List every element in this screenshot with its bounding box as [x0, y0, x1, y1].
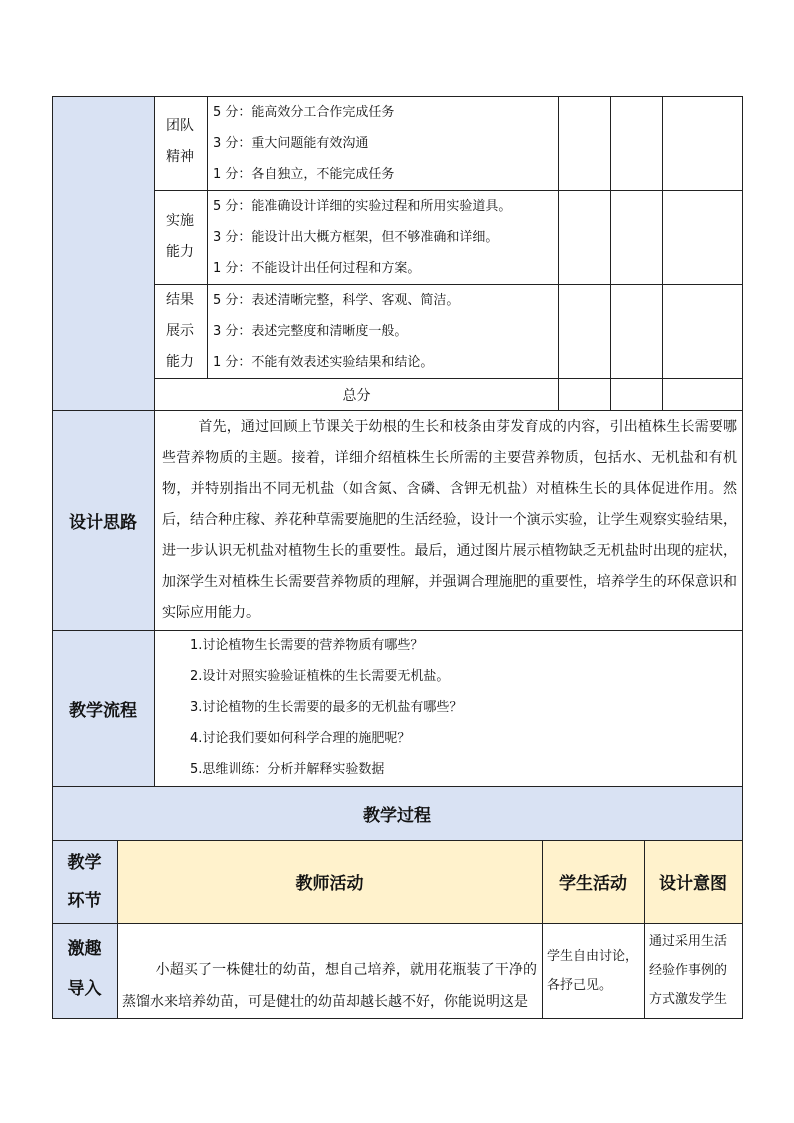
rule [52, 96, 53, 1019]
rule [542, 840, 543, 1018]
row-section-cell [52, 923, 117, 1018]
rule [52, 410, 743, 411]
flow-item: 4.讨论我们要如何科学合理的施肥呢？ [190, 731, 411, 746]
rule [117, 840, 118, 1018]
row-intent-text: 通过采用生活经验作事例的方式激发学生 [649, 934, 728, 1007]
rule [52, 923, 743, 924]
rule [154, 378, 743, 379]
rubric-criteria-team: 5 分：能高效分工合作完成任务 3 分：重大问题能有效沟通 1 分：各自独立，不能完成任务 [213, 105, 395, 182]
rule [610, 96, 611, 410]
rule [558, 96, 559, 410]
design-label: 设计思路 [69, 512, 137, 533]
rule [154, 96, 155, 630]
process-title-cell [52, 786, 742, 840]
rule [52, 630, 743, 631]
design-label-cell [52, 410, 154, 630]
flow-item: 5.思维训练：分析并解释实验数据 [190, 762, 385, 777]
rubric-category-implementation: 实施 能力 [166, 213, 194, 260]
flow-list [190, 630, 730, 785]
row-section-line: 导入 [67, 979, 102, 999]
header-intent: 设计意图 [659, 874, 727, 894]
flow-item: 2.设计对照实验验证植株的生长需要无机盐。 [190, 669, 450, 684]
row-section-line: 激趣 [67, 939, 102, 959]
header-intent-cell [644, 840, 742, 923]
header-teacher-cell [117, 840, 542, 923]
header-teacher: 教师活动 [295, 874, 364, 894]
design-text: 首先，通过回顾上节课关于幼根的生长和枝条由芽发育成的内容，引出植株生长需要哪些营养物质的主题。接着，详细介绍植株生长所需的主要营养物质，包括水、无机盐和有机物，并特别指出不同无机盐（如含氮、含磷、含钾无机盐）对植株生长的具体促进作用。然后，结合种庄稼、养花种草需要施肥的生活经验，设计一个演示实验，让学生观察实验结果，进一步认识无机盐对植物生长的重要性。最后，通过图片展示植物缺乏无机盐时出现的症状，加深学生对植株生长需要营养物质的理解，并强调合理施肥的重要性，培养学生的环保意识和实际应用能力。 [162, 419, 737, 621]
rule [742, 96, 743, 1019]
process-title: 教学过程 [363, 805, 431, 826]
header-section-cell [52, 840, 117, 923]
rubric-left-blue-column [52, 96, 154, 410]
rule [52, 96, 743, 97]
header-section-line: 环节 [67, 890, 102, 911]
row-teacher-text: 小超买了一株健壮的幼苗，想自己培养，就用花瓶装了干净的蒸馏水来培养幼苗，可是健壮的幼苗却越长越不好，你能说明这是 [122, 962, 537, 1010]
rule [52, 1018, 743, 1019]
row-student-text: 学生自由讨论，各抒己见。 [547, 949, 639, 993]
header-section-line: 教学 [67, 852, 102, 873]
flow-label: 教学流程 [69, 700, 137, 721]
rubric-criteria-presentation: 5 分：表述清晰完整，科学、客观、简洁。 3 分：表述完整度和清晰度一般。 1 分：不能有效表述实验结果和结论。 [213, 293, 460, 370]
rule [662, 96, 663, 410]
rule [154, 630, 155, 786]
flow-label-cell [52, 630, 154, 786]
rubric-total-label: 总分 [342, 387, 371, 404]
rule [154, 284, 743, 285]
rule [644, 840, 645, 1018]
header-student-cell [542, 840, 644, 923]
rule [207, 96, 208, 379]
rubric-category-presentation: 结果 展示 能力 [166, 292, 194, 370]
rubric-criteria-implementation: 5 分：能准确设计详细的实验过程和所用实验道具。 3 分：能设计出大概方框架，但不够准确和详细。 1 分：不能设计出任何过程和方案。 [213, 199, 512, 276]
rule [52, 840, 743, 841]
flow-item: 1.讨论植物生长需要的营养物质有哪些？ [190, 638, 424, 653]
rule [154, 190, 743, 191]
flow-item: 3.讨论植物的生长需要的最多的无机盐有哪些？ [190, 700, 463, 715]
rubric-category-team: 团队 精神 [166, 118, 194, 165]
rule [52, 786, 743, 787]
header-student: 学生活动 [559, 874, 627, 894]
